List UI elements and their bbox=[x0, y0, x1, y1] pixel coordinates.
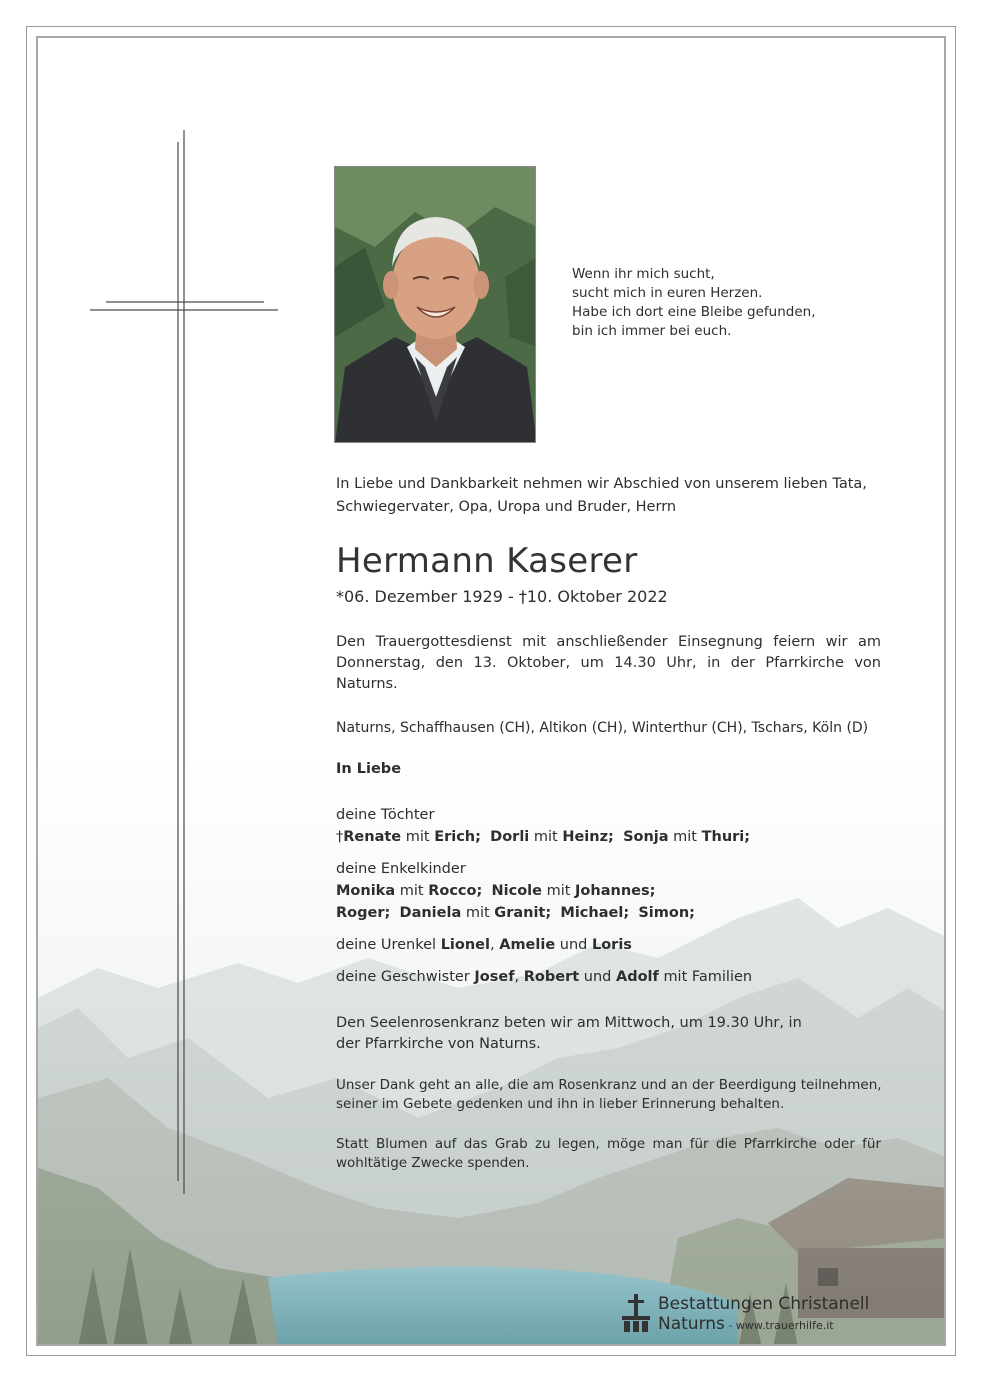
in-liebe-heading: In Liebe bbox=[336, 761, 402, 777]
funeral-home-url: - www.trauerhilfe.it bbox=[724, 1319, 834, 1332]
separator: ; bbox=[608, 829, 614, 845]
siblings-suffix: mit Familien bbox=[663, 969, 753, 985]
relative-name: Heinz bbox=[562, 829, 609, 845]
poem bbox=[572, 265, 872, 341]
relative-name: Daniela bbox=[399, 905, 462, 921]
great-grandchildren-line: deine Urenkel Lionel, Amelie und Loris bbox=[336, 937, 632, 953]
daughters-line bbox=[336, 826, 881, 848]
separator: ; bbox=[545, 905, 552, 921]
poem-line: sucht mich in euren Herzen. bbox=[572, 285, 763, 301]
daughters-label: deine Töchter bbox=[336, 807, 435, 823]
separator: ; bbox=[476, 883, 483, 899]
life-dates: *06. Dezember 1929 - †10. Oktober 2022 bbox=[336, 587, 668, 606]
relative-name: Roger bbox=[336, 905, 385, 921]
grandchildren-group bbox=[336, 858, 881, 924]
relative-name: Michael bbox=[560, 905, 624, 921]
relative-name: Monika bbox=[336, 883, 396, 899]
great-grandchildren-label: deine Urenkel bbox=[336, 937, 437, 953]
flowers-note: Statt Blumen auf das Grab zu legen, möge man für die Pfarrkirche oder für wohltätige Zwecke spenden. bbox=[336, 1136, 881, 1171]
daughters-group bbox=[336, 804, 881, 848]
connector: mit bbox=[465, 905, 490, 921]
cross-mark: † bbox=[336, 829, 344, 845]
siblings-line: deine Geschwister Josef, Robert und Adolf mit Familien bbox=[336, 969, 753, 985]
connector: mit bbox=[673, 829, 697, 845]
grandchildren-line bbox=[336, 902, 881, 924]
rosary-text: Den Seelenrosenkranz beten wir am Mittwoch, um 19.30 Uhr, in der Pfarrkirche von Naturns. bbox=[336, 1015, 802, 1052]
funeral-home-name: Bestattungen Christanell bbox=[658, 1294, 870, 1314]
funeral-home-info bbox=[658, 1294, 869, 1336]
poem-line: bin ich immer bei euch. bbox=[572, 323, 732, 339]
relative-name: Thuri bbox=[701, 829, 745, 845]
relative-name: Adolf bbox=[615, 969, 659, 985]
separator: ; bbox=[384, 905, 391, 921]
separator: ; bbox=[744, 829, 751, 845]
relative-name: Dorli bbox=[490, 829, 530, 845]
relative-name: Johannes bbox=[575, 883, 650, 899]
separator: ; bbox=[649, 883, 656, 899]
intro-text: In Liebe und Dankbarkeit nehmen wir Abschied von unserem lieben Tata, Schwiegervater, Opa, Uropa und Bruder, Herrn bbox=[336, 476, 867, 515]
grandchildren-line bbox=[336, 880, 881, 902]
relative-name: Sonja bbox=[623, 829, 669, 845]
separator: ; bbox=[689, 905, 695, 921]
poem-line: Wenn ihr mich sucht, bbox=[572, 266, 715, 282]
funeral-home-location bbox=[658, 1314, 869, 1336]
portrait-photo bbox=[334, 166, 536, 443]
separator: ; bbox=[623, 905, 630, 921]
relative-name: Lionel bbox=[440, 937, 490, 953]
grandchildren-label: deine Enkelkinder bbox=[336, 861, 466, 877]
relative-name: Loris bbox=[591, 937, 632, 953]
relative-name: Renate bbox=[343, 829, 402, 845]
siblings-label: deine Geschwister bbox=[336, 969, 470, 985]
funeral-service-text: Den Trauergottesdienst mit anschließender Einsegnung feiern wir am Donnerstag, den 13. Oktober, um 14.30 Uhr, in der Pfarrkirche von Naturns. bbox=[336, 634, 881, 692]
relative-name: Rocco bbox=[428, 883, 477, 899]
connector: mit bbox=[399, 883, 424, 899]
connector: und bbox=[583, 969, 612, 985]
connector: mit bbox=[546, 883, 571, 899]
connector: und bbox=[559, 937, 588, 953]
relative-name: Granit bbox=[494, 905, 546, 921]
thanks-text: Unser Dank geht an alle, die am Rosenkranz und an der Beerdigung teilnehmen, seiner im Gebete gedenken und ihn in lieber Erinnerung behalten. bbox=[336, 1077, 882, 1112]
connector: mit bbox=[533, 829, 558, 845]
relative-name: Nicole bbox=[491, 883, 542, 899]
relative-name: Simon bbox=[638, 905, 690, 921]
deceased-name: Hermann Kaserer bbox=[336, 541, 638, 581]
card bbox=[36, 36, 946, 1346]
relative-name: Josef bbox=[474, 969, 515, 985]
places-line: Naturns, Schaffhausen (CH), Altikon (CH), Winterthur (CH), Tschars, Köln (D) bbox=[336, 720, 869, 736]
connector: mit bbox=[405, 829, 430, 845]
funeral-home-town: Naturns bbox=[658, 1314, 725, 1334]
separator: ; bbox=[475, 829, 481, 845]
relative-name: Robert bbox=[523, 969, 580, 985]
poem-line: Habe ich dort eine Bleibe gefunden, bbox=[572, 304, 816, 320]
funeral-home-logo-icon bbox=[620, 1294, 652, 1334]
relative-name: Amelie bbox=[499, 937, 556, 953]
relative-name: Erich bbox=[434, 829, 476, 845]
